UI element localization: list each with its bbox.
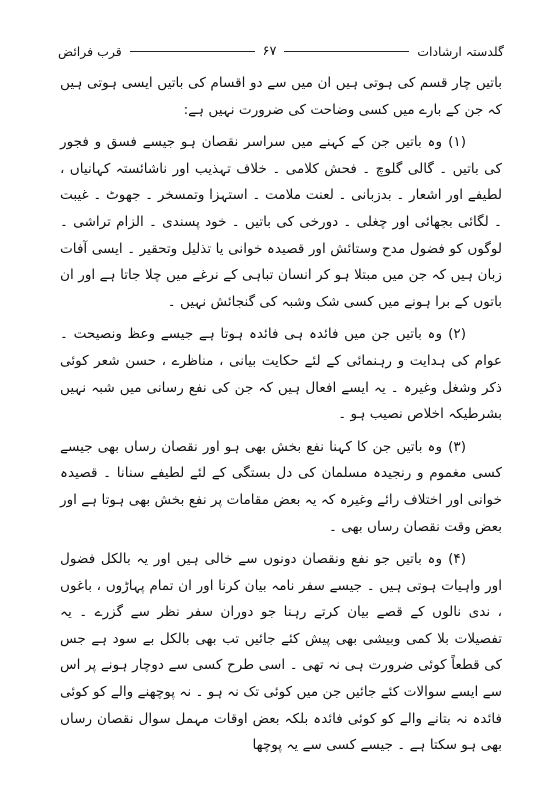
item-text: وہ باتیں جو نفع ونقصان دونوں سے خالی ہیں اور یہ بالکل فضول اور واہیات ہوتی ہیں ۔ جیسے سفر نامہ بیان کرنا اور ان تمام پہاڑوں ، باغوں ، ندی نالوں کے قصے بیان کرتے رہنا جو دوران سفر نظر سے گزرے ۔ یہ تفصیلات بلا کمی وبیشی بھی پیش کئے جائیں تب بھی بالکل بے سود ہے جس کی قطعاً کوئی ضرورت ہی نہ تھی ۔ اسی طرح کسی سے دوچار ہونے پر اس سے ایسے سوالات کئے جائیں جن میں کوئی تک نہ ہو ۔ نہ پوچھنے والے کو کوئی فائدہ نہ بتانے والے کو کوئی فائدہ بلکہ بعض اوقات مہمل سوال نقصان رساں بھی ہو سکتا ہے ۔ جیسے کسی سے یہ پوچھا <box>60 551 502 754</box>
item-text: وہ باتیں جن میں فائدہ ہی فائدہ ہوتا ہے جیسے وعظ ونصیحت ۔ عوام کی ہدایت و رہنمائی کے لئے حکایت بیانی ، مناظرے ، حسن شعر کوئی ذکر وشغل وغیرہ ۔ یہ ایسے افعال ہیں کہ جن کی نفع رسانی میں شبہ نہیں بشرطیکہ اخلاص نصیب ہو ۔ <box>60 326 502 423</box>
list-item <box>60 546 502 759</box>
item-text: وہ باتیں جن کے کہنے میں سراسر نقصان ہو جیسے فسق و فجور کی باتیں ۔ گالی گلوچ ۔ فحش کلامی ۔ خلاف تہذیب اور ناشائستہ کہانیاں ، لطیفے اور اشعار ۔ بدزبانی ۔ لعنت ملامت ۔ استہزا وتمسخر ۔ جھوٹ ۔ غیبت ۔ لگائی بجھائی اور چغلی ۔ دورخی کی باتیں ۔ خود پسندی ۔ الزام تراشی ۔ لوگوں کو فضول مدح وستائش اور قصیدہ خوانی یا تذلیل وتحقیر ۔ ایسی آفات زبان ہیں کہ جن میں مبتلا ہو کر انسان تباہی کے نرغے میں چلا جاتا ہے اور ان باتوں کے برا ہونے میں کسی شک وشبہ کی گنجائش نہیں ۔ <box>60 134 502 310</box>
page-header <box>58 40 504 62</box>
list-item <box>60 129 502 315</box>
header-rule-right <box>284 51 409 52</box>
intro-paragraph: باتیں چار قسم کی ہوتی ہیں ان میں سے دو اقسام کی باتیں ایسی ہوتی ہیں کہ جن کے بارے میں کسی وضاحت کی ضرورت نہیں ہے: <box>60 75 502 118</box>
item-number: (۴) <box>448 551 466 568</box>
item-text: وہ باتیں جن کا کہنا نفع بخش بھی ہو اور نقصان رساں بھی جیسے کسی مغموم و رنجیدہ مسلمان کی دل بستگی کے لئے لطیفے سنانا ۔ قصیدہ خوانی اور اختلاف رائے وغیرہ کہ یہ بعض مقامات پر نفع بخش بھی ہوتا ہے اور بعض وقت نقصان رساں بھی ۔ <box>60 438 502 535</box>
item-number: (۲) <box>448 326 466 343</box>
book-title: گلدستہ ارشادات <box>417 43 504 59</box>
header-rule-left <box>130 51 255 52</box>
list-item <box>60 321 502 427</box>
chapter-title: قرب فرائض <box>58 43 122 59</box>
item-number: (۱) <box>448 134 466 151</box>
page-number: ۶۷ <box>262 43 277 59</box>
page-body <box>60 70 502 759</box>
list-item <box>60 434 502 540</box>
item-number: (۳) <box>448 438 466 455</box>
